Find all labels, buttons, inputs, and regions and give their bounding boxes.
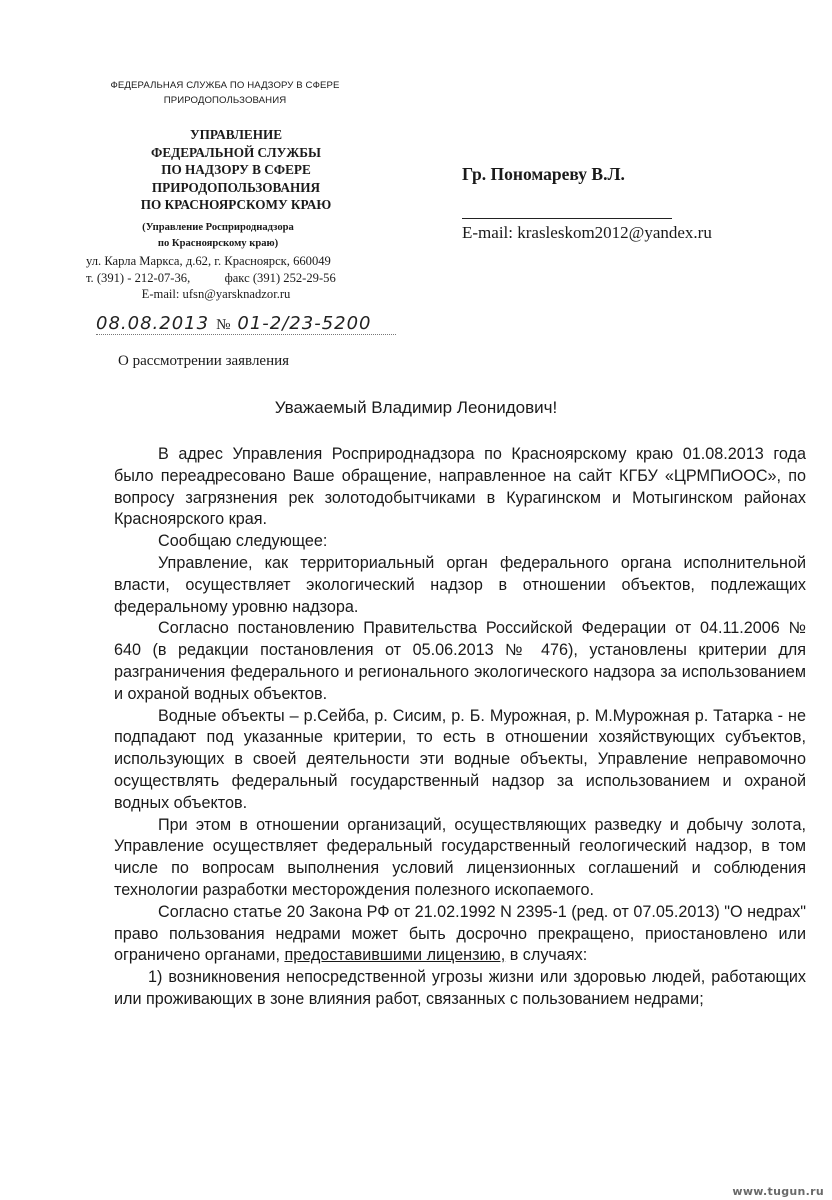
paragraph-2: Сообщаю следующее: (158, 532, 328, 551)
paragraph-5: Водные объекты – р.Сейба, р. Сисим, р. Б. Мурожная, р. М.Мурожная р. Татарка - не подпадают под указанные критерии, то есть в отношении хозяйствующих субъектов, использующих в своей деятельности эти водные объекты, Управление неправомочно осуществлять федеральный государственный надзор за использованием и охраной водных объектов. (114, 706, 806, 812)
list-item-1: 1) возникновения непосредственной угрозы жизни или здоровью людей, работающих или проживающих в зоне влияния работ, связанных с пользованием недрами; (114, 968, 806, 1008)
letter-body (114, 444, 806, 1011)
agency-email: E-mail: ufsn@yarsknadzor.ru (141, 287, 291, 301)
site-watermark: www.tugun.ru (732, 1185, 824, 1198)
reference-number: 01-2/23-5200 (237, 313, 372, 334)
paragraph-7-end: в случаях: (505, 946, 588, 965)
agency-phone-fax (86, 270, 386, 287)
recipient-email: E-mail: krasleskom2012@yandex.ru (462, 223, 712, 242)
agency-top-line-1: ФЕДЕРАЛЬНАЯ СЛУЖБА ПО НАДЗОРУ В СФЕРЕ (110, 80, 340, 91)
reference-number-sign: № (216, 317, 231, 333)
agency-top-line-2: ПРИРОДОПОЛЬЗОВАНИЯ (163, 95, 287, 106)
paragraph-3: Управление, как территориальный орган федерального органа исполнительной власти, осуществляет экологический надзор в отношении объектов, подлежащих федеральному уровню надзора. (114, 553, 806, 616)
letter-subject: О рассмотрении заявления (118, 353, 290, 369)
salutation: Уважаемый Владимир Леонидович! (274, 398, 558, 417)
agency-contacts (86, 253, 386, 303)
outgoing-reference (96, 312, 372, 335)
agency-main-line-5: ПО КРАСНОЯРСКОМУ КРАЮ (140, 197, 332, 212)
agency-main-line-3: ПО НАДЗОРУ В СФЕРЕ (161, 162, 311, 177)
paragraph-1: В адрес Управления Росприроднадзора по Красноярскому краю 01.08.2013 года было переадресовано Ваше обращение, направленное на сайт КГБУ «ЦРМПиООС», по вопросу загрязнения рек золотодобытчиками в Курагинском и Мотыгинском районах Красноярского края. (114, 445, 806, 529)
agency-fax: факс (391) 252-29-56 (224, 270, 336, 285)
agency-parent-name (80, 78, 370, 108)
paragraph-4: Согласно постановлению Правительства Российской Федерации от 04.11.2006 № 640 (в редакции постановления от 05.06.2013 № 476), установлены критерии для разграничения федерального и регионального экологического надзора за использованием и охраной водных объектов. (114, 619, 806, 703)
reference-underline (96, 334, 396, 335)
recipient-name: Гр. Пономареву В.Л. (462, 164, 625, 184)
paragraph-7-start: Согласно статье 20 Закона РФ от 21.02.1992 N 2395-1 (ред. от 07.05.2013) "О недрах" право пользования недрами может быть досрочно прекращено, приостановлено или ограничено органами, (114, 902, 806, 965)
agency-short-name (118, 220, 318, 252)
reference-date: 08.08.2013 (96, 313, 210, 334)
agency-short-line-2: по Красноярскому краю) (157, 238, 279, 249)
agency-main-line-4: ПРИРОДОПОЛЬЗОВАНИЯ (151, 179, 321, 195)
paragraph-7 (114, 902, 806, 967)
agency-main-line-2: ФЕДЕРАЛЬНОЙ СЛУЖБЫ (151, 144, 321, 160)
agency-address: ул. Карла Маркса, д.62, г. Красноярск, 660049 (86, 254, 331, 268)
recipient-rule (462, 218, 672, 219)
paragraph-6: При этом в отношении организаций, осуществляющих разведку и добычу золота, Управление осуществляет федеральный государственный геологический надзор, в том числе по вопросам выполнения условий лицензионных соглашений и соблюдения технологии разработки месторождения полезного ископаемого. (114, 815, 806, 899)
agency-name (96, 126, 376, 214)
agency-main-line-1: УПРАВЛЕНИЕ (189, 127, 283, 142)
agency-short-line-1: (Управление Росприроднадзора (142, 222, 294, 233)
paragraph-7-underlined: предоставившими лицензию, (284, 946, 506, 965)
agency-phone: т. (391) - 212-07-36, (86, 270, 191, 285)
